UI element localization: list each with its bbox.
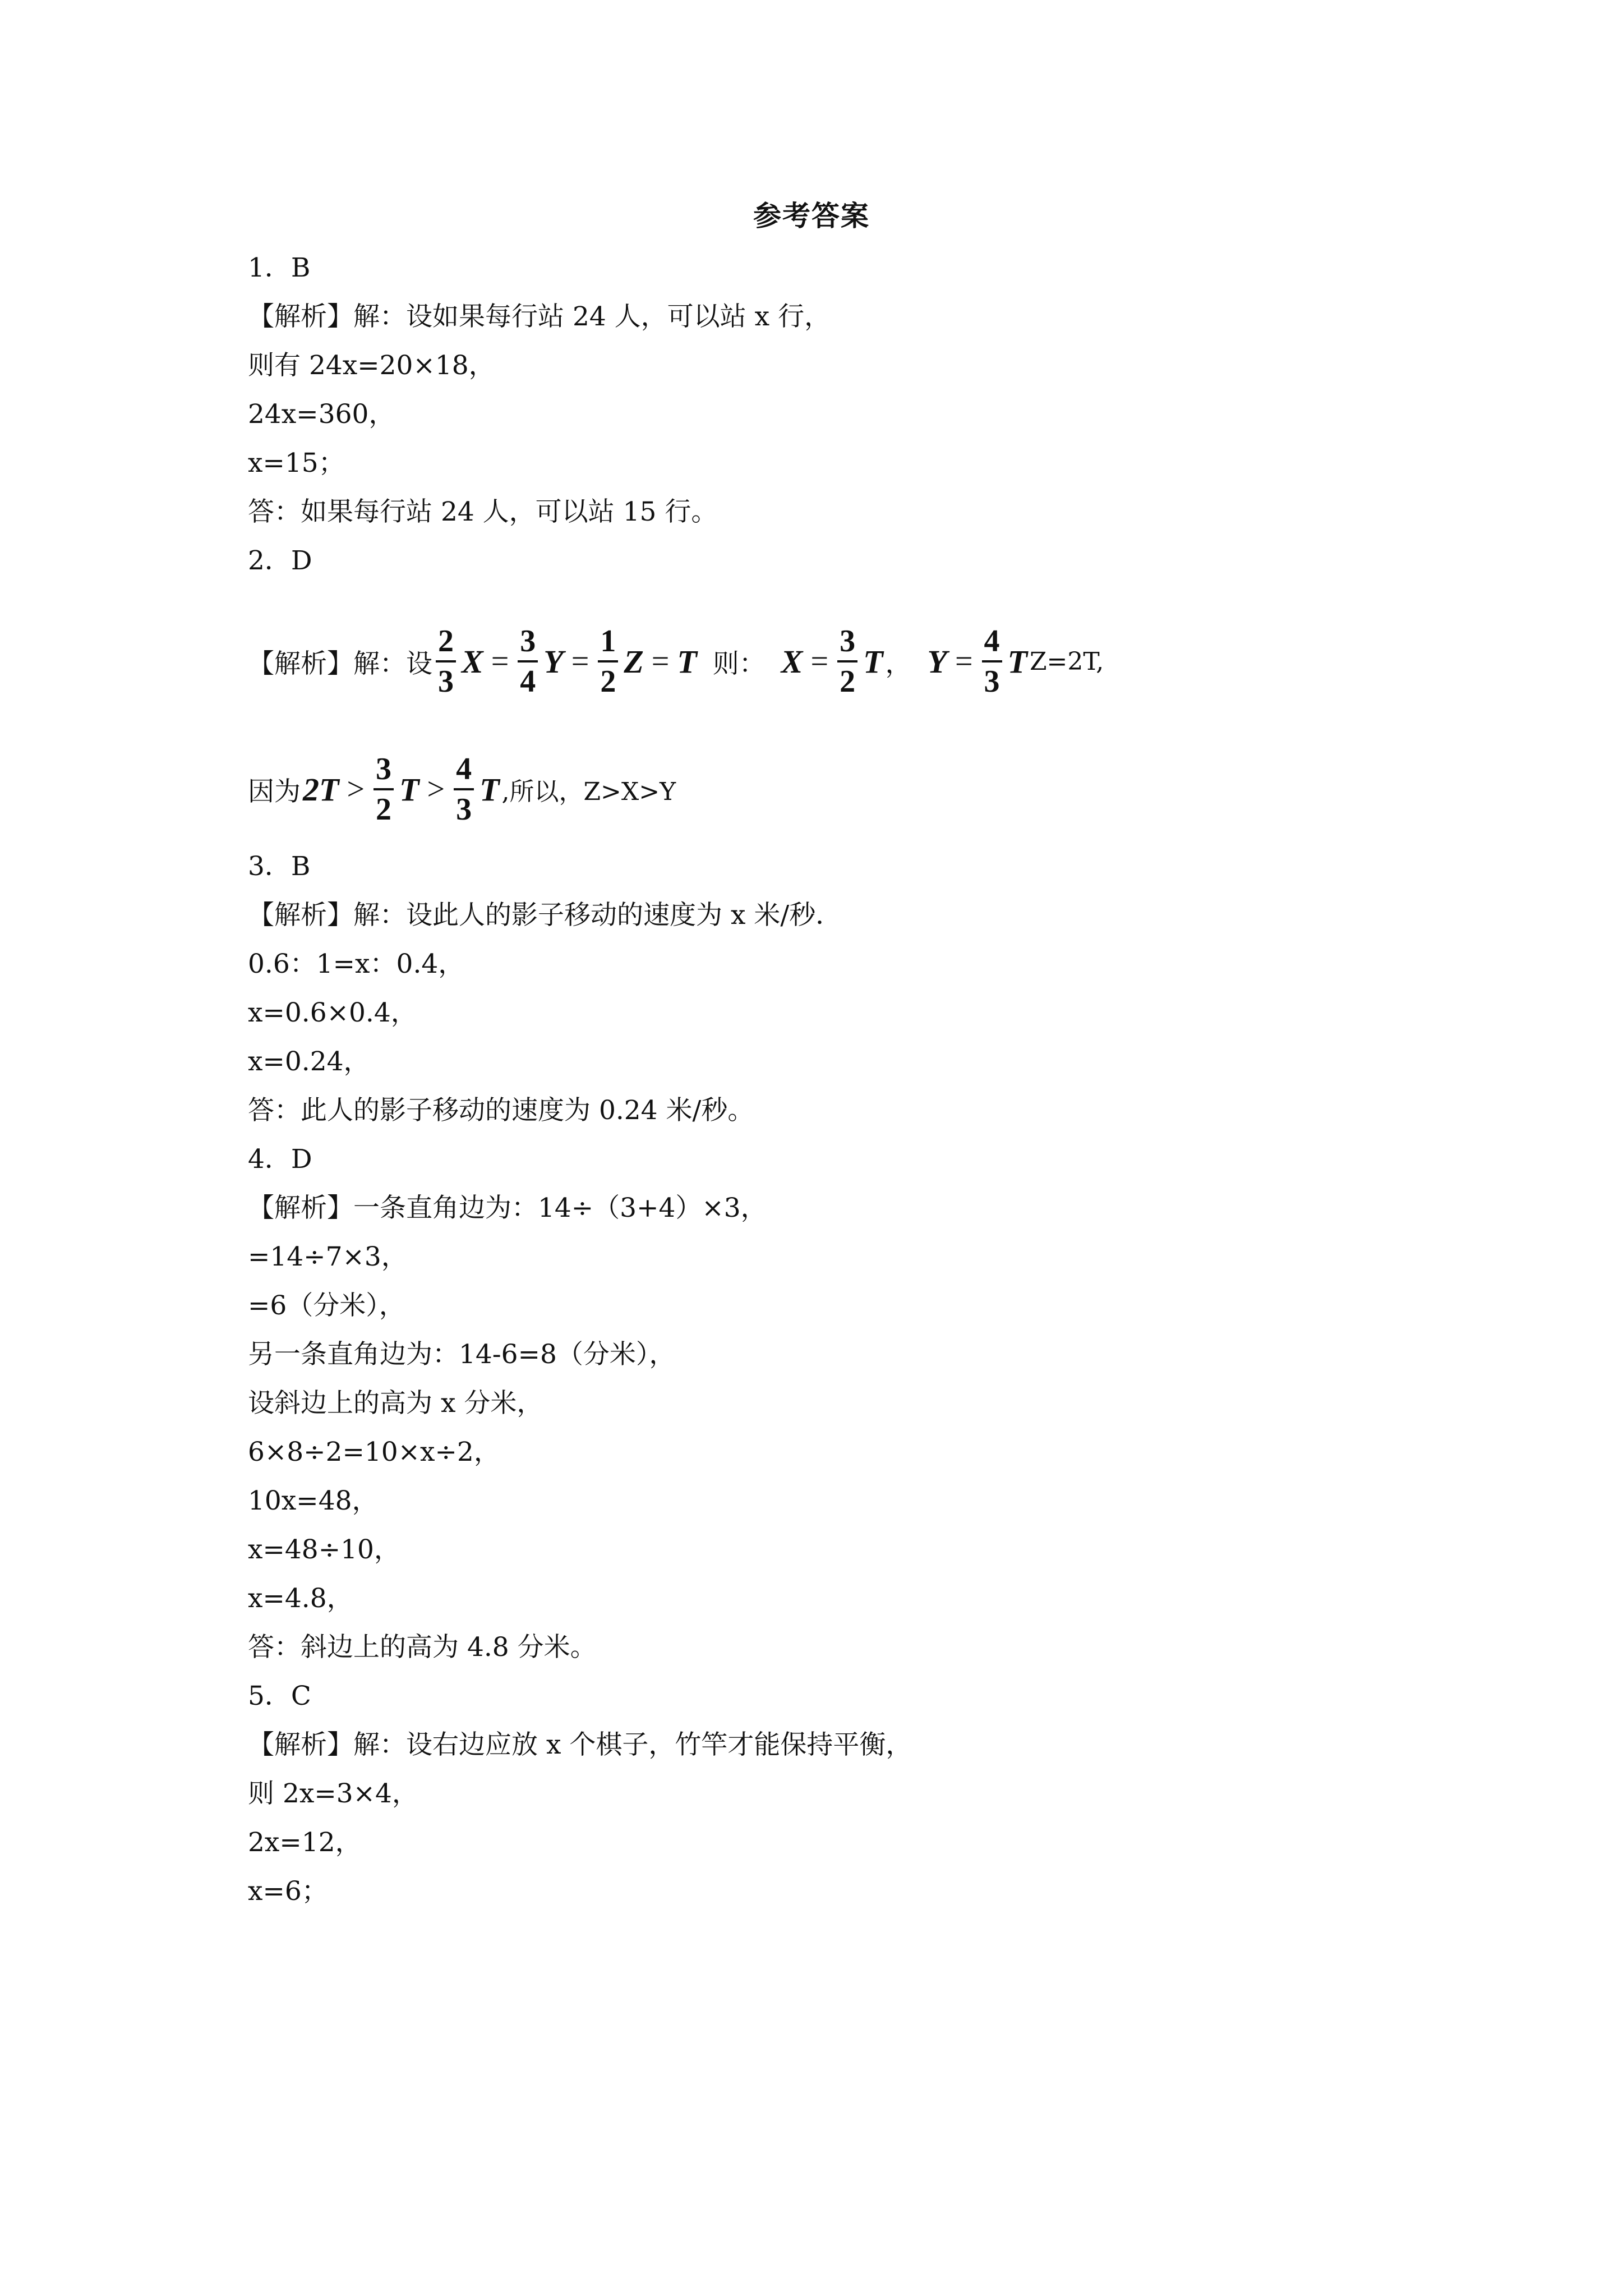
- q2-analysis-equation: [248, 625, 1104, 697]
- q4-step: 设斜边上的高为 x 分米，: [248, 1388, 543, 1419]
- var-x: X: [462, 643, 483, 680]
- term-2t: 2T: [303, 771, 339, 808]
- q1-answer: 1．B: [248, 252, 311, 283]
- var-y: Y: [927, 643, 947, 680]
- q1-step: 则有 24x=20×18，: [248, 350, 495, 381]
- comma: ，: [885, 648, 912, 679]
- q5-step: x=6；: [248, 1876, 328, 1907]
- equals-sign: =: [491, 644, 509, 679]
- q4-step: x=4.8，: [248, 1583, 353, 1614]
- fraction-4-3: $\frac{4}{3}$: [982, 625, 1002, 697]
- q4-analysis: 【解析】一条直角边为：14÷（3+4）×3，: [248, 1193, 767, 1223]
- q3-conclusion: 答：此人的影子移动的速度为 0.24 米/秒。: [248, 1095, 754, 1126]
- q3-step: x=0.6×0.4，: [248, 997, 417, 1028]
- q1-step: x=15；: [248, 448, 345, 478]
- var-t: T: [399, 771, 419, 808]
- q1-analysis: 【解析】解：设如果每行站 24 人，可以站 x 行，: [248, 301, 831, 332]
- fraction-3-4: $\frac{3}{4}$: [518, 625, 538, 697]
- var-x: X: [781, 643, 803, 680]
- greater-than-sign: >: [347, 772, 365, 807]
- equals-sign: =: [810, 644, 829, 679]
- q2-conclusion: ,所以，Z>X>Y: [501, 777, 676, 806]
- q5-answer: 5．C: [248, 1681, 311, 1711]
- q4-step: x=48÷10，: [248, 1534, 400, 1565]
- q1-step: 24x=360，: [248, 399, 395, 430]
- fraction-2-3: $\frac{2}{3}$: [436, 625, 456, 697]
- because-label: 因为: [248, 776, 301, 807]
- q4-step: 6×8÷2=10×x÷2，: [248, 1437, 500, 1467]
- q2-inequality: [248, 753, 676, 825]
- q1-conclusion: 答：如果每行站 24 人，可以站 15 行。: [248, 496, 718, 527]
- q3-answer: 3．B: [248, 851, 311, 882]
- fraction-3-2: $\frac{3}{2}$: [374, 753, 394, 825]
- q5-analysis: 【解析】解：设右边应放 x 个棋子，竹竿才能保持平衡，: [248, 1729, 912, 1760]
- q3-analysis: 【解析】解：设此人的影子移动的速度为 x 米/秒．: [248, 900, 842, 931]
- q4-step: 另一条直角边为：14-6=8（分米），: [248, 1339, 676, 1370]
- equals-sign: =: [955, 644, 973, 679]
- greater-than-sign: >: [427, 772, 445, 807]
- var-t: T: [479, 771, 500, 808]
- var-z: Z: [624, 643, 644, 680]
- q5-step: 则 2x=3×4，: [248, 1778, 418, 1809]
- q3-step: x=0.24，: [248, 1046, 370, 1077]
- fraction-4-3: $\frac{4}{3}$: [454, 753, 474, 825]
- q4-step: =6（分米），: [248, 1290, 405, 1321]
- q3-step: 0.6：1=x：0.4，: [248, 949, 465, 979]
- then-label: 则：: [712, 648, 766, 679]
- q4-step: =14÷7×3，: [248, 1241, 408, 1272]
- page-title: 参考答案: [753, 199, 870, 232]
- q4-step: 10x=48，: [248, 1485, 379, 1516]
- q2-answer: 2．D: [248, 545, 312, 576]
- var-t: T: [1007, 643, 1027, 680]
- equals-sign: =: [651, 644, 670, 679]
- fraction-1-2: $\frac{1}{2}$: [598, 625, 618, 697]
- var-t: T: [677, 643, 697, 680]
- var-t: T: [863, 643, 883, 680]
- q5-step: 2x=12，: [248, 1827, 362, 1858]
- q2-prefix: 【解析】解：设: [248, 648, 432, 679]
- equals-sign: =: [571, 644, 589, 679]
- var-y: Y: [543, 643, 564, 680]
- z-equation: Z=2T,: [1029, 647, 1104, 676]
- fraction-3-2: $\frac{3}{2}$: [837, 625, 857, 697]
- q4-conclusion: 答：斜边上的高为 4.8 分米。: [248, 1632, 597, 1663]
- q4-answer: 4．D: [248, 1144, 312, 1175]
